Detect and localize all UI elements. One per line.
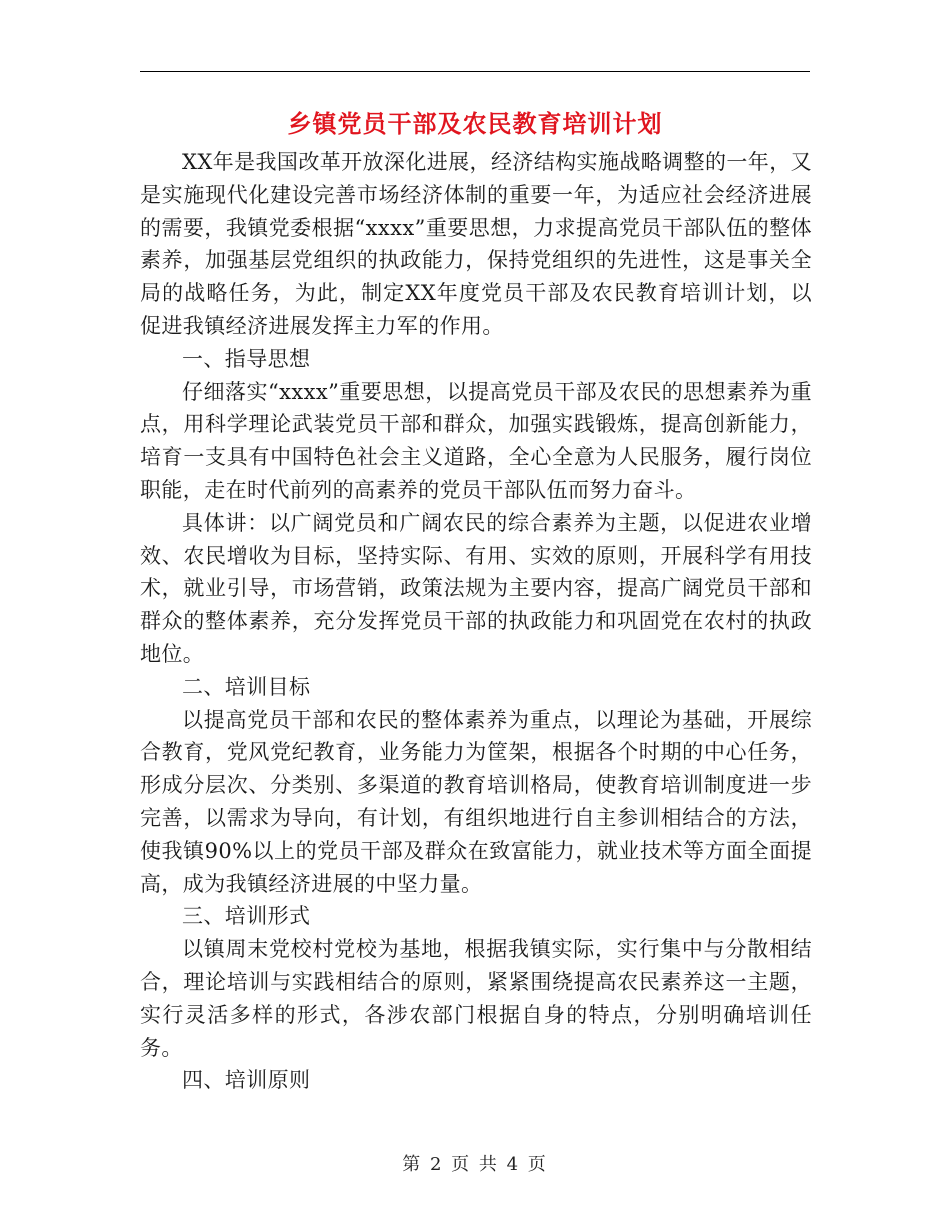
header-rule bbox=[140, 71, 810, 72]
section-heading-training-goals: 二、培训目标 bbox=[182, 674, 311, 699]
training-form-paragraph: 以镇周末党校村党校为基地，根据我镇实际，实行集中与分散相结合，理论培训与实践相结合的原则，紧紧围绕提高农民素养这一主题，实行灵活多样的形式，各涉农部门根据自身的特点，分别明确培训任务。 bbox=[140, 937, 812, 1060]
section-heading-training-form: 三、培训形式 bbox=[182, 904, 311, 929]
document-body bbox=[140, 146, 812, 1097]
guiding-thought-paragraph: 仔细落实“xxxx”重要思想，以提高党员干部及农民的思想素养为重点，用科学理论武装党员干部和群众，加强实践锻炼，提高创新能力，培育一支具有中国特色社会主义道路，全心全意为人民服务，履行岗位职能，走在时代前列的高素养的党员干部队伍而努力奋斗。 bbox=[140, 379, 812, 502]
section-heading-guiding-thought: 一、指导思想 bbox=[182, 346, 311, 371]
training-goals-paragraph: 以提高党员干部和农民的整体素养为重点，以理论为基础，开展综合教育，党风党纪教育，业务能力为筐架，根据各个时期的中心任务，形成分层次、分类别、多渠道的教育培训格局，使教育培训制度进一步完善，以需求为导向，有计划，有组织地进行自主参训相结合的方法，使我镇90%以上的党员干部及群众在致富能力，就业技术等方面全面提高，成为我镇经济进展的中坚力量。 bbox=[140, 707, 812, 896]
specifics-paragraph: 具体讲：以广阔党员和广阔农民的综合素养为主题，以促进农业增效、农民增收为目标，坚持实际、有用、实效的原则，开展科学有用技术，就业引导，市场营销，政策法规为主要内容，提高广阔党员干部和群众的整体素养，充分发挥党员干部的执政能力和巩固党在农村的执政地位。 bbox=[140, 510, 812, 666]
intro-paragraph: XX年是我国改革开放深化进展，经济结构实施战略调整的一年，又是实施现代化建设完善市场经济体制的重要一年，为适应社会经济进展的需要，我镇党委根据“xxxx”重要思想，力求提高党员干部队伍的整体素养，加强基层党组织的执政能力，保持党组织的先进性，这是事关全局的战略任务，为此，制定XX年度党员干部及农民教育培训计划，以促进我镇经济进展发挥主力军的作用。 bbox=[140, 150, 812, 338]
section-heading-training-principles: 四、培训原则 bbox=[182, 1068, 311, 1093]
document-title: 乡镇党员干部及农民教育培训计划 bbox=[287, 110, 663, 138]
page-number-footer: 第 2 页 共 4 页 bbox=[402, 1154, 548, 1175]
